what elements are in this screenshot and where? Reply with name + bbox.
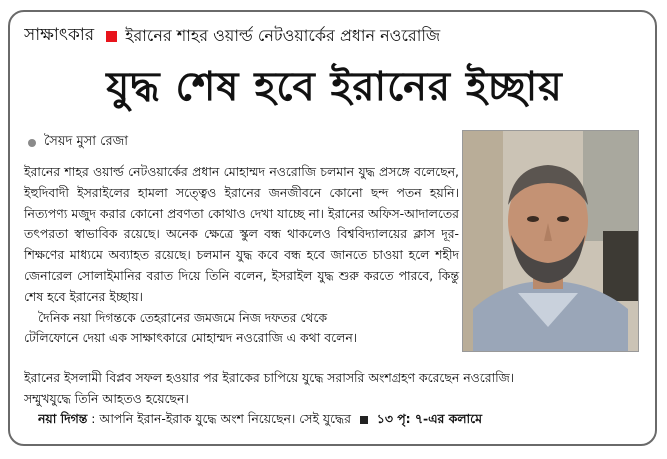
qa-label: নয়া দিগন্ত [38,411,88,426]
body-paragraph-2-line-1: দৈনিক নয়া দিগন্তকে তেহরানের জমজমে নিজ দফতর থেকে [38,309,328,325]
body-paragraph: ইরানের শাহর ওয়ার্ল্ড নেটওয়ার্কের প্রধান মোহাম্মদ নওরোজি চলমান যুদ্ধ প্রসঙ্গে বলেছেন, ইহুদিবাদী ইসরাইলের হামলা সত্ত্বেও ইরানের জনজীবনে কোনো ছন্দ পতন হয়নি। নিত্যপণ্য মজুদ করার কোনো প্রবণতা কোথাও দেখা যাচ্ছে না। ইরানের অফিস-আদালতের তৎপরতা স্বাভাবিক রয়েছে। অনেক ক্ষেত্রে স্কুল বন্ধ থাকলেও বিশ্ববিদ্যালয়ের ক্লাস দূর-শিক্ষণের মাধ্যমে অব্যাহত রয়েছে। চলমান যুদ্ধ কবে বন্ধ হবে জানতে চাওয়া হলে শহীদ জেনারেল সোলাইমানির বরাত দিয়ে তিনি বলেন, ইসরাইল যুদ্ধ শুরু করতে পারবে, কিন্তু শেষ হবে ইরানের ইচ্ছায়। [24,164,459,304]
body-paragraph-2-line-4: সম্মুখযুদ্ধে তিনি আহতও হয়েছেন। [24,391,189,406]
qa-question: : আপনি ইরান-ইরাক যুদ্ধে অংশ নিয়েছেন। সেই যুদ্ধের [91,411,351,426]
byline [28,132,128,153]
kicker-subhead: ইরানের শাহর ওয়ার্ল্ড নেটওয়ার্কের প্রধান নওরোজি [125,25,441,45]
kicker [24,22,644,50]
continued-on: ১৩ পৃ: ৭-এর কলামে [376,411,482,426]
body-paragraph-2-line-2: টেলিফোনে দেয়া এক সাক্ষাৎকারে মোহাম্মদ নওরোজি এ কথা বলেন। [24,330,358,346]
bullet-icon [28,139,36,147]
kicker-label: সাক্ষাৎকার [24,25,95,45]
headline: যুদ্ধ শেষ হবে ইরানের ইচ্ছায় [106,64,563,110]
portrait-photo [462,130,639,352]
qa-line [38,411,648,431]
article-body [24,162,459,349]
article-card [8,10,657,446]
portrait-photo-man-icon [463,131,638,351]
byline-author: সৈয়দ মুসা রেজা [44,134,128,149]
red-square-icon [106,31,117,42]
body-paragraph-2-line-3: ইরানের ইসলামী বিপ্লব সফল হওয়ার পর ইরাকের চাপিয়ে যুদ্ধে সরাসরি অংশগ্রহণ করেছেন নওরোজি। [24,370,515,385]
black-square-icon [360,416,368,424]
